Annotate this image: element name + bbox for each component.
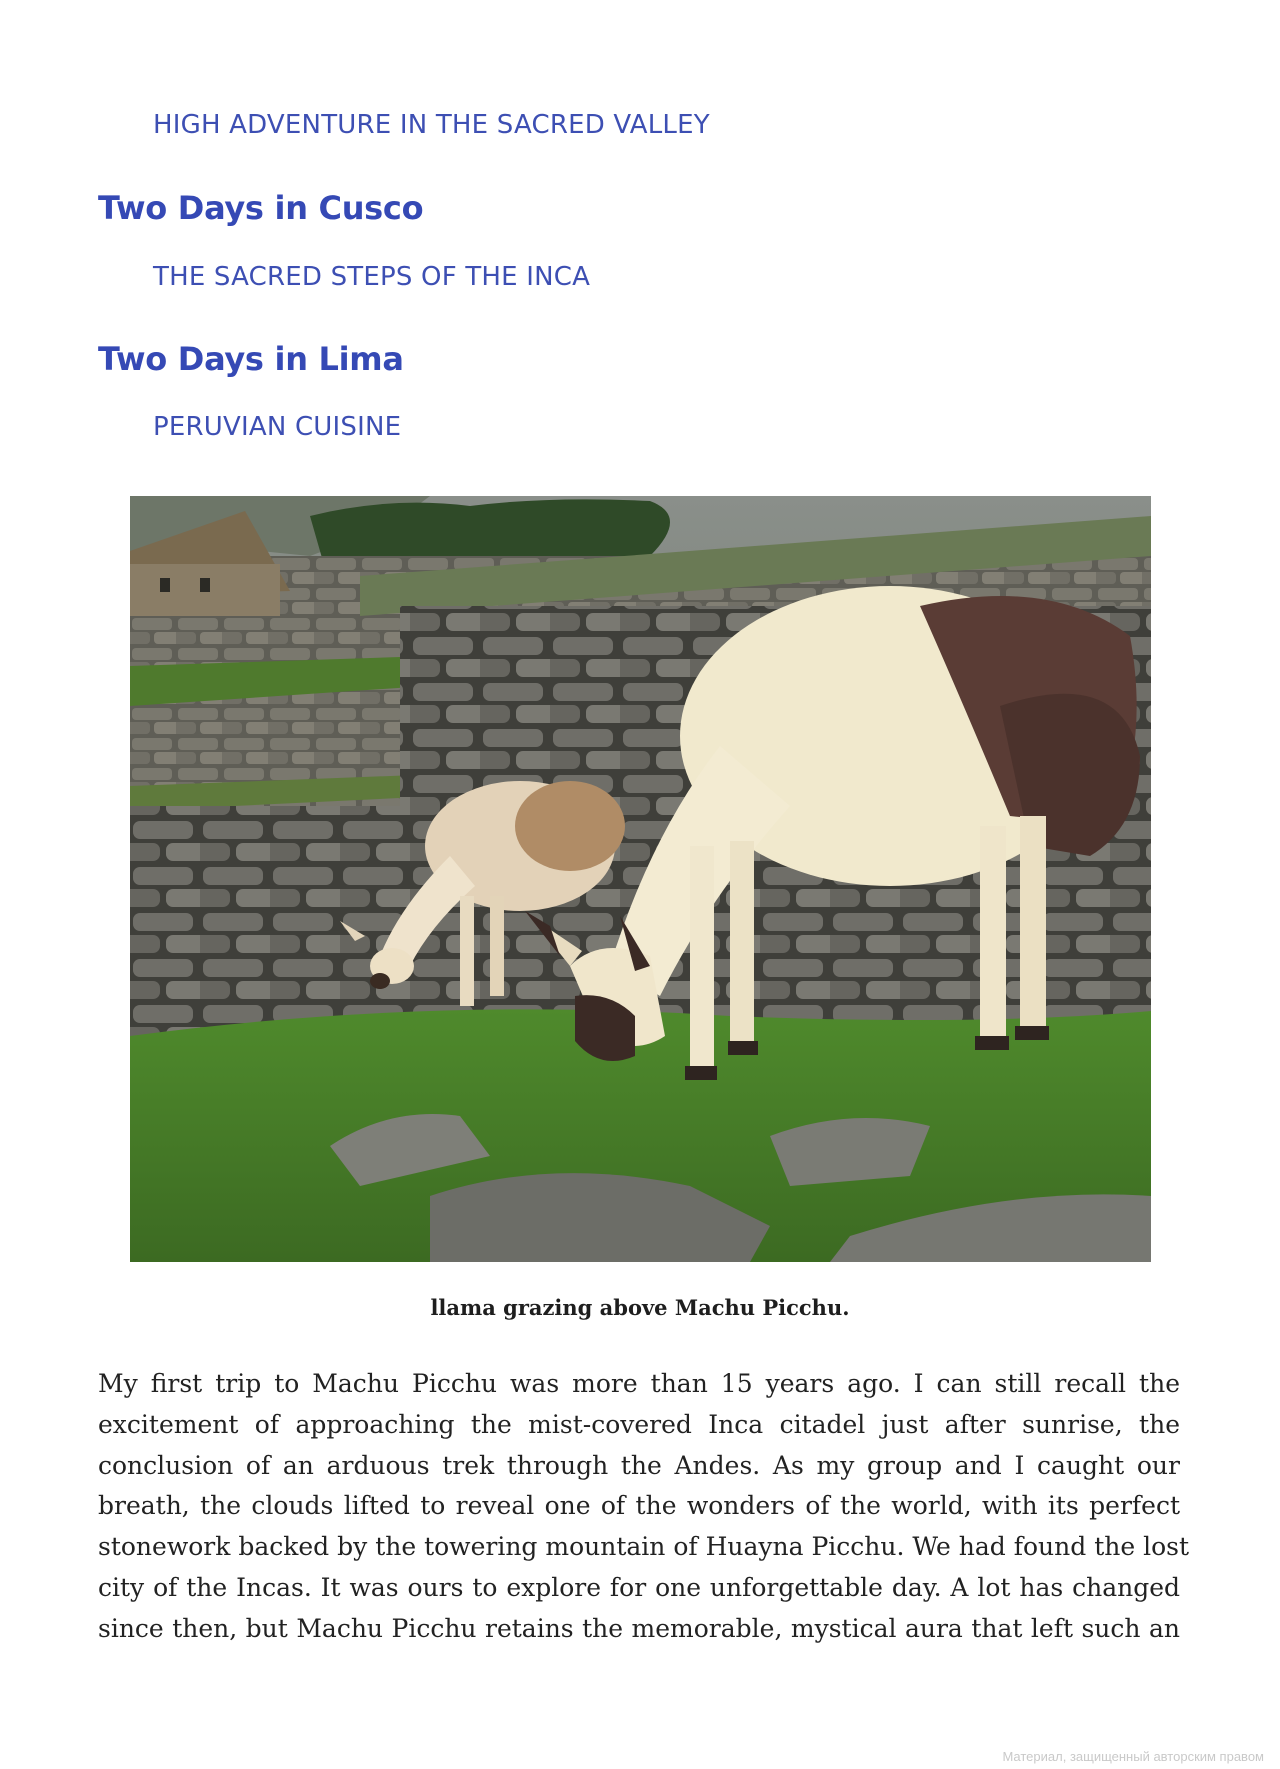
paragraph-line: breath, the clouds lifted to reveal one of the wonders of the world, with its perfect bbox=[98, 1491, 1180, 1521]
toc-heading-cusco[interactable]: Two Days in Cusco bbox=[98, 189, 424, 227]
copyright-watermark: Материал, защищенный авторским правом bbox=[1002, 1749, 1264, 1764]
paragraph-line: conclusion of an arduous trek through the Andes. As my group and I caught our bbox=[98, 1450, 1180, 1480]
paragraph-line: since then, but Machu Picchu retains the memorable, mystical aura that left such an bbox=[98, 1613, 1180, 1643]
body-paragraph bbox=[98, 1364, 1190, 1650]
llama-photo bbox=[130, 496, 1151, 1262]
paragraph-line: My first trip to Machu Picchu was more than 15 years ago. I can still recall the bbox=[98, 1369, 1180, 1398]
paragraph-line: excitement of approaching the mist-covered Inca citadel just after sunrise, the bbox=[98, 1409, 1180, 1439]
paragraph-line: city of the Incas. It was ours to explore for one unforgettable day. A lot has changed bbox=[98, 1572, 1180, 1602]
toc-subheading-sacred-steps[interactable]: THE SACRED STEPS OF THE INCA bbox=[153, 262, 591, 292]
photo-caption: llama grazing above Machu Picchu. bbox=[430, 1295, 850, 1320]
paragraph-line: stonework backed by the towering mountain of Huayna Picchu. We had found the lost bbox=[98, 1532, 1190, 1562]
toc-heading-lima[interactable]: Two Days in Lima bbox=[98, 340, 404, 378]
toc-subheading-peruvian-cuisine[interactable]: PERUVIAN CUISINE bbox=[153, 412, 402, 442]
toc-subheading-sacred-valley[interactable]: HIGH ADVENTURE IN THE SACRED VALLEY bbox=[153, 110, 710, 140]
